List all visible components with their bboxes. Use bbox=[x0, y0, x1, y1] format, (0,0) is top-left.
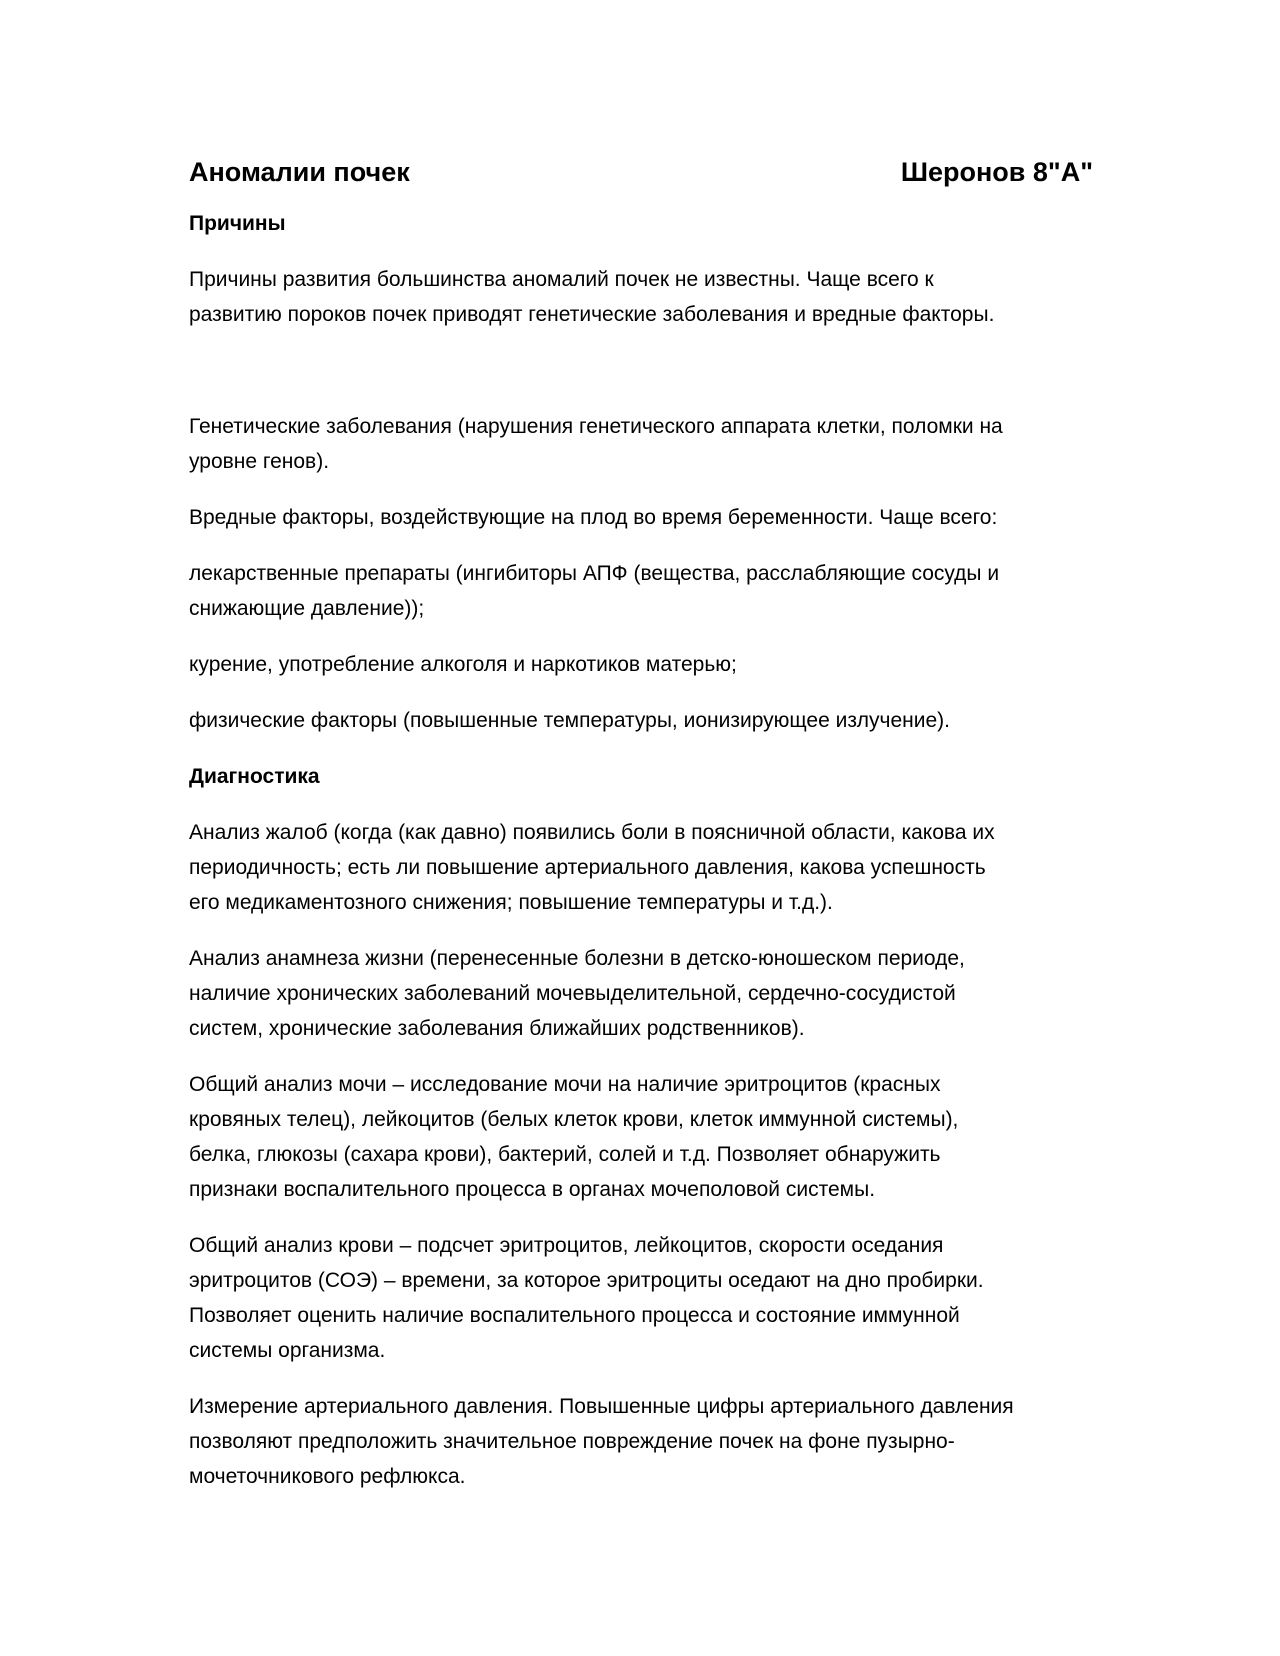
heading-causes: Причины bbox=[189, 212, 286, 235]
paragraph-complaints bbox=[189, 815, 1093, 920]
paragraph-harmful-factors bbox=[189, 500, 1093, 535]
paragraph-anamnesis bbox=[189, 941, 1093, 1046]
text-line: периодичность; есть ли повышение артериального давления, какова успешность bbox=[189, 856, 986, 879]
text-line: признаки воспалительного процесса в органах мочеполовой системы. bbox=[189, 1178, 876, 1201]
text-line: снижающие давление)); bbox=[189, 597, 425, 620]
text-line: наличие хронических заболеваний мочевыделительной, сердечно-сосудистой bbox=[189, 982, 956, 1005]
text-line: Измерение артериального давления. Повышенные цифры артериального давления bbox=[189, 1395, 1014, 1418]
paragraph-urine-analysis bbox=[189, 1067, 1093, 1207]
text-line: Вредные факторы, воздействующие на плод во время беременности. Чаще всего: bbox=[189, 506, 998, 529]
text-line: уровне генов). bbox=[189, 450, 330, 473]
document-title: Аномалии почек bbox=[189, 157, 410, 187]
document-body bbox=[189, 154, 1093, 1515]
text-line: Анализ жалоб (когда (как давно) появились боли в поясничной области, какова их bbox=[189, 821, 995, 844]
text-line: физические факторы (повышенные температуры, ионизирующее излучение). bbox=[189, 709, 950, 732]
text-line: лекарственные препараты (ингибиторы АПФ (вещества, расслабляющие сосуды и bbox=[189, 562, 1000, 585]
text-line: мочеточникового рефлюкса. bbox=[189, 1465, 466, 1488]
text-line: Позволяет оценить наличие воспалительного процесса и состояние иммунной bbox=[189, 1304, 960, 1327]
text-line: развитию пороков почек приводят генетические заболевания и вредные факторы. bbox=[189, 303, 995, 326]
heading-diagnostics: Диагностика bbox=[189, 765, 320, 788]
text-line: курение, употребление алкоголя и наркотиков матерью; bbox=[189, 653, 737, 676]
text-line: Общий анализ крови – подсчет эритроцитов, лейкоцитов, скорости оседания bbox=[189, 1234, 944, 1257]
empty-paragraph bbox=[189, 353, 1093, 409]
paragraph-blood-analysis bbox=[189, 1228, 1093, 1368]
text-line: Генетические заболевания (нарушения генетического аппарата клетки, поломки на bbox=[189, 415, 1003, 438]
paragraph-genetic bbox=[189, 409, 1093, 479]
text-line: Общий анализ мочи – исследование мочи на наличие эритроцитов (красных bbox=[189, 1073, 941, 1096]
text-line: систем, хронические заболевания ближайших родственников). bbox=[189, 1017, 805, 1040]
text-line: эритроцитов (СОЭ) – времени, за которое эритроциты оседают на дно пробирки. bbox=[189, 1269, 984, 1292]
text-line: кровяных телец), лейкоцитов (белых клеток крови, клеток иммунной системы), bbox=[189, 1108, 959, 1131]
paragraph-causes-intro bbox=[189, 262, 1093, 332]
paragraph-blood-pressure bbox=[189, 1389, 1093, 1494]
title-row bbox=[189, 154, 1093, 190]
paragraph-drugs bbox=[189, 556, 1093, 626]
paragraph-physical-factors bbox=[189, 703, 1093, 738]
paragraph-smoking bbox=[189, 647, 1093, 682]
author-name: Шеронов 8"А" bbox=[900, 157, 1093, 187]
text-line: системы организма. bbox=[189, 1339, 386, 1362]
text-line: Причины развития большинства аномалий почек не известны. Чаще всего к bbox=[189, 268, 934, 291]
text-line: белка, глюкозы (сахара крови), бактерий, солей и т.д. Позволяет обнаружить bbox=[189, 1143, 941, 1166]
text-line: его медикаментозного снижения; повышение температуры и т.д.). bbox=[189, 891, 833, 914]
text-line: позволяют предположить значительное повреждение почек на фоне пузырно- bbox=[189, 1430, 955, 1453]
text-line: Анализ анамнеза жизни (перенесенные болезни в детско-юношеском периоде, bbox=[189, 947, 965, 970]
